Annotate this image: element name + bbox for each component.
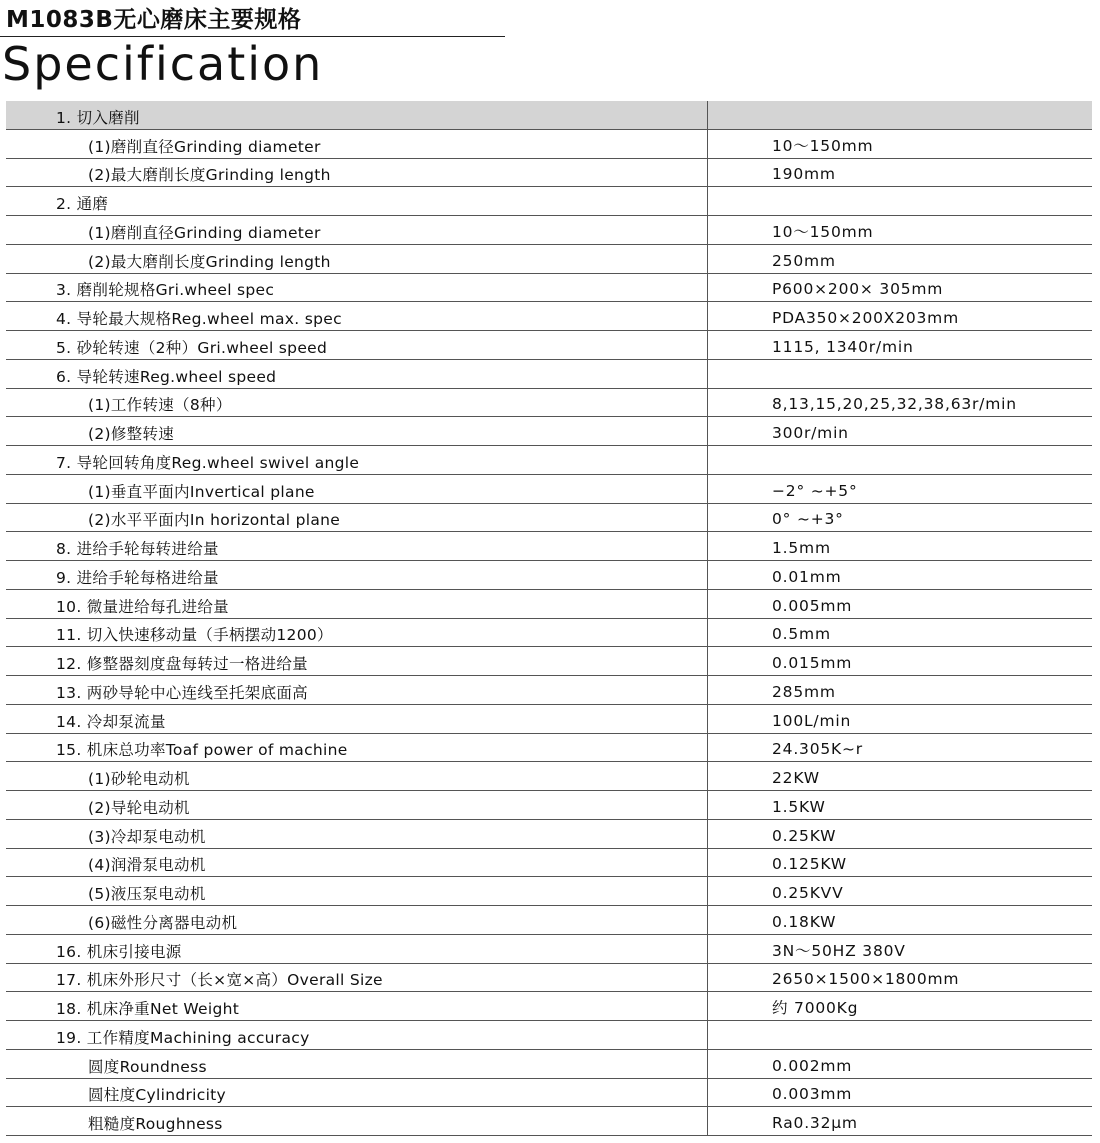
table-row <box>6 561 1092 590</box>
spec-value: 1.5mm <box>772 539 831 557</box>
spec-value: 285mm <box>772 682 836 701</box>
spec-label: 5. 砂轮转速（2种）Gri.wheel speed <box>56 338 328 357</box>
spec-value: 100L/min <box>772 711 852 730</box>
spec-label: 6. 导轮转速Reg.wheel speed <box>56 367 277 386</box>
table-row <box>6 302 1092 331</box>
table-row <box>6 1107 1092 1136</box>
table-row <box>6 676 1092 705</box>
spec-value: 0° ~+3° <box>772 510 844 529</box>
table-row <box>6 159 1092 188</box>
spec-value: 2650×1500×1800mm <box>772 970 960 989</box>
spec-label: 8. 进给手轮每转进给量 <box>56 540 219 558</box>
table-row <box>6 734 1092 763</box>
table-row <box>6 647 1092 676</box>
spec-value: 3N～50HZ 380V <box>772 941 906 960</box>
spec-label: (4)润滑泵电动机 <box>88 856 206 875</box>
spec-value: 24.305K~r <box>772 740 863 759</box>
table-row <box>6 475 1092 504</box>
spec-label: 4. 导轮最大规格Reg.wheel max. spec <box>56 310 342 328</box>
spec-label: (2)修整转速 <box>88 425 175 443</box>
spec-label: (1)砂轮电动机 <box>88 770 190 788</box>
table-row <box>6 590 1092 619</box>
spec-value: 0.25KW <box>772 826 837 845</box>
spec-value: 0.18KW <box>772 912 837 931</box>
spec-label: 3. 磨削轮规格Gri.wheel spec <box>56 281 275 300</box>
spec-label: 14. 冷却泵流量 <box>56 712 166 731</box>
table-row <box>6 935 1092 964</box>
table-row <box>6 504 1092 533</box>
table-row <box>6 274 1092 303</box>
table-row <box>6 820 1092 849</box>
document-title: M1083B无心磨床主要规格 <box>6 7 302 33</box>
spec-value: 22KW <box>772 769 820 787</box>
spec-label: 圆度Roundness <box>88 1057 207 1076</box>
spec-value: 0.5mm <box>772 625 831 644</box>
spec-value: 190mm <box>772 165 836 184</box>
spec-label: 1. 切入磨削 <box>56 108 140 127</box>
spec-label: 7. 导轮回转角度Reg.wheel swivel angle <box>56 453 360 472</box>
table-row <box>6 705 1092 734</box>
table-row <box>6 1050 1092 1079</box>
spec-label: (1)磨削直径Grinding diameter <box>88 223 321 242</box>
table-row <box>6 877 1092 906</box>
spec-value: P600×200× 305mm <box>772 280 944 299</box>
spec-value: 1115, 1340r/min <box>772 337 914 356</box>
spec-value: 10～150mm <box>772 136 874 155</box>
spec-label: 13. 两砂导轮中心连线至托架底面高 <box>56 683 308 702</box>
section-heading: Specification <box>2 37 324 91</box>
table-row <box>6 791 1092 820</box>
column-divider <box>707 101 708 1136</box>
spec-label: (1)工作转速（8种） <box>88 396 232 415</box>
spec-label: 圆柱度Cylindricity <box>88 1086 227 1105</box>
table-row <box>6 101 1092 130</box>
spec-label: 18. 机床净重Net Weight <box>56 1000 240 1018</box>
table-row <box>6 417 1092 446</box>
spec-value: 0.003mm <box>772 1085 853 1104</box>
table-row <box>6 849 1092 878</box>
table-row <box>6 906 1092 935</box>
spec-label: 19. 工作精度Machining accuracy <box>56 1028 310 1047</box>
table-row <box>6 1021 1092 1050</box>
spec-label: (1)垂直平面内Invertical plane <box>88 482 315 501</box>
spec-value: Ra0.32μm <box>772 1114 858 1132</box>
spec-label: 11. 切入快速移动量（手柄摆动1200） <box>56 626 333 645</box>
spec-label: 2. 通磨 <box>56 195 109 213</box>
spec-label: 粗糙度Roughness <box>88 1115 223 1133</box>
spec-value: 1.5KW <box>772 797 826 816</box>
spec-value: 0.25KVV <box>772 884 844 902</box>
table-row <box>6 446 1092 475</box>
table-row <box>6 762 1092 791</box>
spec-label: (2)最大磨削长度Grinding length <box>88 252 331 271</box>
spec-label: (2)导轮电动机 <box>88 798 190 817</box>
spec-label: (2)最大磨削长度Grinding length <box>88 166 331 185</box>
spec-table <box>6 101 1092 1136</box>
spec-label: 10. 微量进给每孔进给量 <box>56 597 229 616</box>
table-row <box>6 964 1092 993</box>
spec-value: 250mm <box>772 251 836 270</box>
spec-value: 8,13,15,20,25,32,38,63r/min <box>772 395 1017 414</box>
table-row <box>6 130 1092 159</box>
spec-value: 0.015mm <box>772 654 853 672</box>
table-row <box>6 331 1092 360</box>
table-row <box>6 532 1092 561</box>
spec-value: 0.125KW <box>772 855 847 874</box>
table-row <box>6 216 1092 245</box>
table-row <box>6 389 1092 418</box>
spec-label: (2)水平平面内In horizontal plane <box>88 511 341 530</box>
table-row <box>6 1079 1092 1108</box>
table-row <box>6 187 1092 216</box>
spec-value: 0.005mm <box>772 596 853 615</box>
spec-label: (3)冷却泵电动机 <box>88 827 206 846</box>
table-row <box>6 619 1092 648</box>
spec-value: 0.002mm <box>772 1056 853 1075</box>
spec-label: 12. 修整器刻度盘每转过一格进给量 <box>56 655 308 673</box>
spec-label: 16. 机床引接电源 <box>56 942 182 961</box>
spec-value: 300r/min <box>772 424 849 442</box>
spec-value: 约 7000Kg <box>772 999 859 1017</box>
spec-value: 10～150mm <box>772 222 874 241</box>
spec-value: 0.01mm <box>772 567 842 586</box>
spec-label: (1)磨削直径Grinding diameter <box>88 137 321 156</box>
spec-label: 9. 进给手轮每格进给量 <box>56 568 219 587</box>
spec-value: −2° ~+5° <box>772 481 858 500</box>
spec-label: (5)液压泵电动机 <box>88 885 206 903</box>
table-row <box>6 245 1092 274</box>
table-row <box>6 360 1092 389</box>
spec-label: (6)磁性分离器电动机 <box>88 913 238 932</box>
spec-label: 17. 机床外形尺寸（长×宽×高）Overall Size <box>56 971 383 990</box>
table-row <box>6 992 1092 1021</box>
spec-value: PDA350×200X203mm <box>772 309 959 327</box>
spec-label: 15. 机床总功率Toaf power of machine <box>56 741 348 760</box>
